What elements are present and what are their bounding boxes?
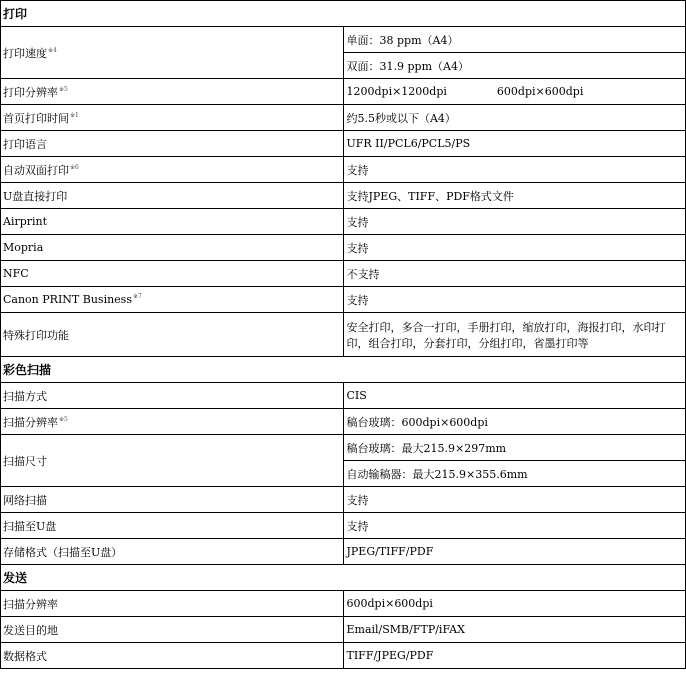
table-row xyxy=(1,487,686,513)
row-value: 稿台玻璃：600dpi×600dpi xyxy=(343,409,686,435)
row-label: 打印语言 xyxy=(1,131,344,157)
row-value: Email/SMB/FTP/iFAX xyxy=(343,617,686,643)
row-label: 网络扫描 xyxy=(1,487,344,513)
row-value xyxy=(343,79,686,105)
table-row xyxy=(1,157,686,183)
row-label: NFC xyxy=(1,261,344,287)
row-label: 存储格式（扫描至U盘） xyxy=(1,539,344,565)
row-value: 支持 xyxy=(343,487,686,513)
section-print-header xyxy=(1,1,686,27)
section-title: 发送 xyxy=(1,565,686,591)
row-label: 扫描分辨率 xyxy=(1,591,344,617)
row-label: 扫描方式 xyxy=(1,383,344,409)
table-row xyxy=(1,383,686,409)
footnote-mark: ※7 xyxy=(132,293,142,301)
footnote-mark: ※6 xyxy=(70,163,79,171)
row-label: Airprint xyxy=(1,209,344,235)
row-value: 约5.5秒或以下（A4） xyxy=(343,105,686,131)
row-label: 数据格式 xyxy=(1,643,344,669)
resolution-value-2: 600dpi×600dpi xyxy=(496,85,584,98)
label-text: Canon PRINT Business xyxy=(3,293,132,306)
row-label xyxy=(1,409,344,435)
label-text: 自动双面打印 xyxy=(3,163,69,177)
row-label xyxy=(1,157,344,183)
table-row xyxy=(1,643,686,669)
section-scan-header xyxy=(1,357,686,383)
table-row xyxy=(1,591,686,617)
row-label xyxy=(1,287,344,313)
row-value: 自动输稿器：最大215.9×355.6mm xyxy=(343,461,686,487)
footnote-mark: ※5 xyxy=(59,85,68,93)
label-text: 首页打印时间 xyxy=(3,111,69,125)
table-row xyxy=(1,79,686,105)
table-row xyxy=(1,513,686,539)
table-row xyxy=(1,131,686,157)
row-value: 不支持 xyxy=(343,261,686,287)
table-row xyxy=(1,617,686,643)
row-label xyxy=(1,105,344,131)
row-value: 支持 xyxy=(343,209,686,235)
row-value: 600dpi×600dpi xyxy=(343,591,686,617)
row-label xyxy=(1,79,344,105)
row-value: JPEG/TIFF/PDF xyxy=(343,539,686,565)
row-value: 支持 xyxy=(343,235,686,261)
section-send-header xyxy=(1,565,686,591)
row-value: 安全打印，多合一打印，手册打印，缩放打印，海报打印，水印打印，组合打印，分套打印，分组打印，省墨打印等 xyxy=(343,313,686,357)
label-text: 打印速度 xyxy=(3,46,47,60)
table-row xyxy=(1,287,686,313)
footnote-mark: ※1 xyxy=(70,111,79,119)
footnote-mark: ※5 xyxy=(59,415,68,423)
table-row xyxy=(1,235,686,261)
row-value: CIS xyxy=(343,383,686,409)
table-row xyxy=(1,183,686,209)
row-label: 扫描尺寸 xyxy=(1,435,344,487)
footnote-mark: ※4 xyxy=(48,46,57,54)
table-row xyxy=(1,409,686,435)
section-title: 打印 xyxy=(1,1,686,27)
section-title: 彩色扫描 xyxy=(1,357,686,383)
row-label: U盘直接打印 xyxy=(1,183,344,209)
row-value: 稿台玻璃：最大215.9×297mm xyxy=(343,435,686,461)
row-value: TIFF/JPEG/PDF xyxy=(343,643,686,669)
row-label: 特殊打印功能 xyxy=(1,313,344,357)
table-row xyxy=(1,313,686,357)
resolution-value-1: 1200dpi×1200dpi xyxy=(346,85,447,98)
row-value: 单面：38 ppm（A4） xyxy=(343,27,686,53)
row-value: UFR II/PCL6/PCL5/PS xyxy=(343,131,686,157)
table-row xyxy=(1,435,686,461)
label-text: 扫描分辨率 xyxy=(3,415,58,429)
table-row xyxy=(1,261,686,287)
row-value: 支持JPEG、TIFF、PDF格式文件 xyxy=(343,183,686,209)
row-value: 支持 xyxy=(343,157,686,183)
table-row xyxy=(1,105,686,131)
row-label xyxy=(1,27,344,79)
row-label: Mopria xyxy=(1,235,344,261)
row-label: 发送目的地 xyxy=(1,617,344,643)
table-row xyxy=(1,209,686,235)
table-row xyxy=(1,27,686,53)
label-text: 打印分辨率 xyxy=(3,85,58,99)
row-value: 双面：31.9 ppm（A4） xyxy=(343,53,686,79)
row-value: 支持 xyxy=(343,513,686,539)
row-value: 支持 xyxy=(343,287,686,313)
row-label: 扫描至U盘 xyxy=(1,513,344,539)
table-row xyxy=(1,539,686,565)
